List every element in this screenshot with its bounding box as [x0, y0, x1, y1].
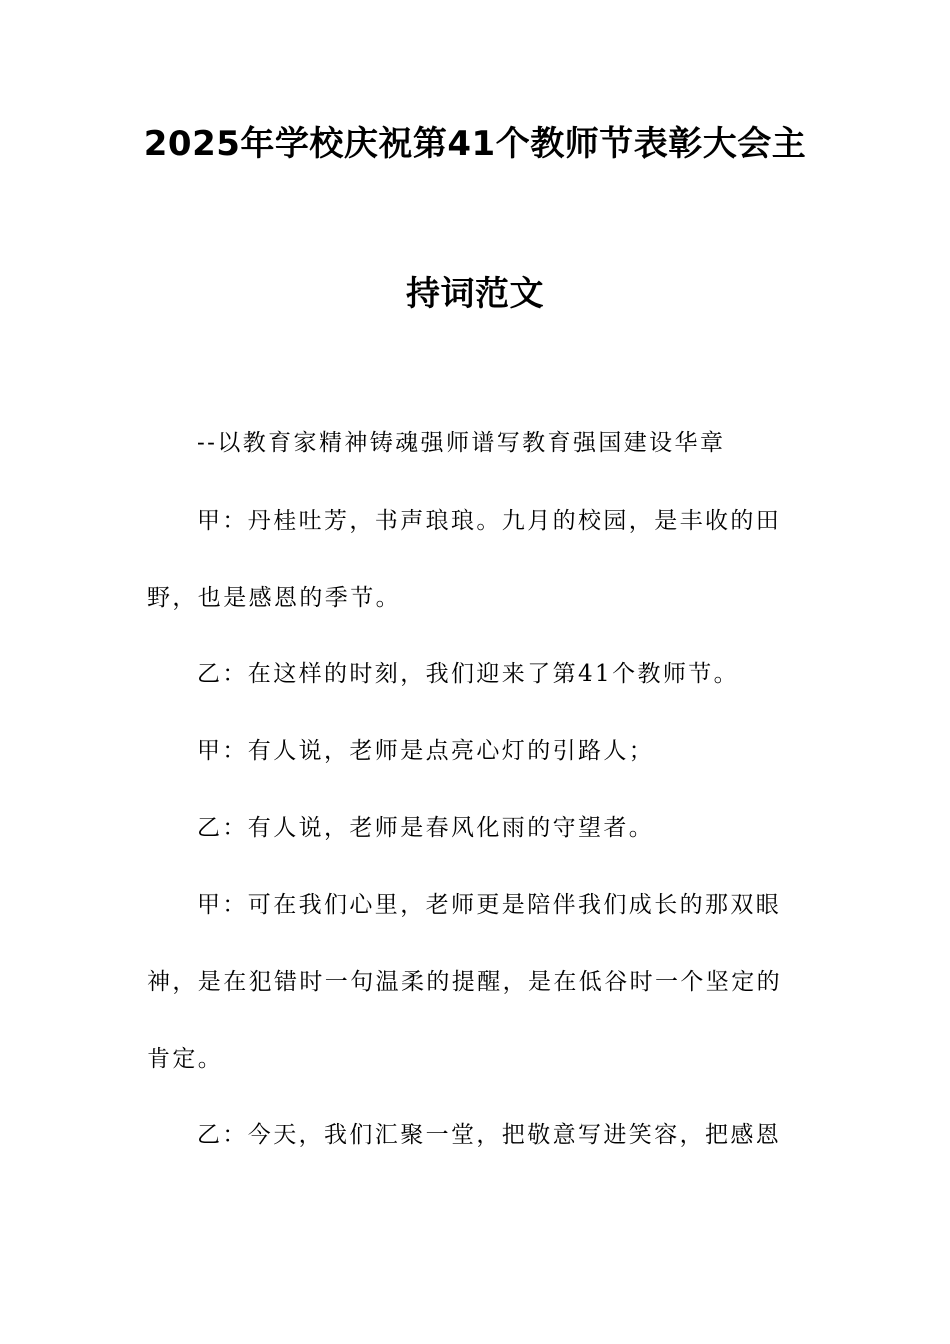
paragraph: 甲：有人说，老师是点亮心灯的引路人； — [197, 738, 655, 764]
paragraph: 甲：丹桂吐芳，书声琅琅。九月的校园，是丰收的田野，也是感恩的季节。 — [147, 508, 782, 611]
paragraph: 甲：可在我们心里，老师更是陪伴我们成长的那双眼神，是在犯错时一句温柔的提醒，是在低谷时一个坚定的肯定。 — [147, 892, 782, 1072]
paragraph: 乙：在这样的时刻，我们迎来了第41个教师节。 — [197, 661, 740, 687]
paragraph: 乙：有人说，老师是春风化雨的守望者。 — [197, 815, 655, 841]
document-title-line-1: 2025年学校庆祝第41个教师节表彰大会主 — [143, 124, 807, 164]
paragraph: 乙：今天，我们汇聚一堂，把敬意写进笑容，把感恩 — [197, 1122, 782, 1148]
document-title-line-2: 持词范文 — [406, 274, 544, 314]
document-subtitle: --以教育家精神铸魂强师谱写教育强国建设华章 — [197, 430, 726, 456]
